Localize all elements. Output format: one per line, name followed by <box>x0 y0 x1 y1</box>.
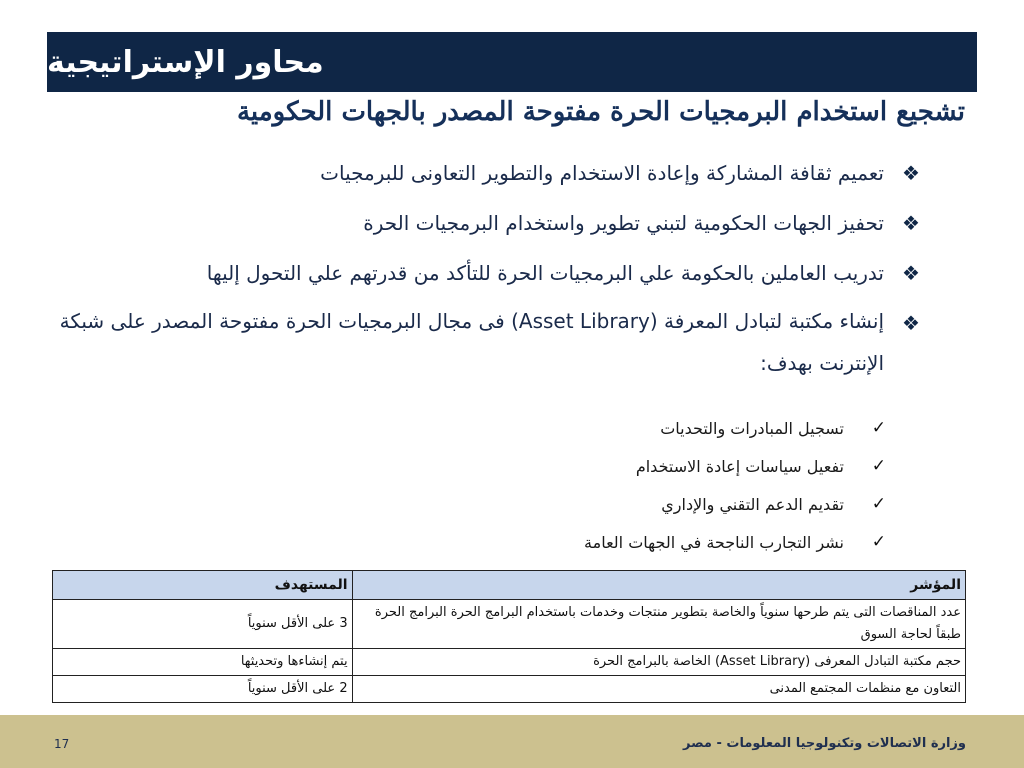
footer-bar <box>0 715 1024 768</box>
page-number: 17 <box>54 737 70 751</box>
target-cell: 3 على الأقل سنوياً <box>53 600 353 649</box>
bullet-text: تحفيز الجهات الحكومية لتبني تطوير واستخدام البرمجيات الحرة <box>363 211 884 235</box>
check-text: تقديم الدعم التقني والإداري <box>661 494 844 514</box>
check-mark-icon: ✓ <box>871 456 886 476</box>
check-item <box>420 485 886 523</box>
check-item <box>420 409 886 447</box>
check-list <box>420 409 886 561</box>
check-mark-icon: ✓ <box>871 494 886 514</box>
ministry-name: وزارة الاتصالات وتكنولوجيا المعلومات - مصر <box>682 736 966 751</box>
bullet-item <box>36 250 924 296</box>
bullet-item <box>36 300 924 384</box>
check-text: تفعيل سياسات إعادة الاستخدام <box>635 456 844 476</box>
section-subtitle: تشجيع استخدام البرمجيات الحرة مفتوحة المصدر بالجهات الحكومية <box>236 97 965 127</box>
check-text: نشر التجارب الناجحة في الجهات العامة <box>584 532 844 552</box>
table-row <box>53 600 966 649</box>
indicator-cell: حجم مكتبة التبادل المعرفى (Asset Library) الخاصة بالبرامج الحرة <box>352 649 965 676</box>
indicator-cell: التعاون مع منظمات المجتمع المدنى <box>352 676 965 703</box>
four-diamonds-icon: ❖ <box>902 261 920 285</box>
check-text: تسجيل المبادرات والتحديات <box>660 418 844 438</box>
bullet-item <box>36 150 924 196</box>
target-cell: 2 على الأقل سنوياً <box>53 676 353 703</box>
bullet-item <box>36 200 924 246</box>
slide-title-bar <box>47 32 977 92</box>
bullet-text: إنشاء مكتبة لتبادل المعرفة (Asset Library) فى مجال البرمجيات الحرة مفتوحة المصدر على شبكة الإنترنت بهدف: <box>59 309 884 375</box>
four-diamonds-icon: ❖ <box>902 211 920 235</box>
four-diamonds-icon: ❖ <box>902 311 920 335</box>
table-row <box>53 676 966 703</box>
target-cell: يتم إنشاءها وتحديثها <box>53 649 353 676</box>
table-header-row <box>53 571 966 600</box>
indicator-cell: عدد المناقصات التى يتم طرحها سنوياً والخاصة بتطوير منتجات وخدمات باستخدام البرامج الحرة البرامج الحرة طبقاً لحاجة السوق <box>352 600 965 649</box>
four-diamonds-icon: ❖ <box>902 161 920 185</box>
header-target: المستهدف <box>53 571 353 600</box>
check-mark-icon: ✓ <box>871 532 886 552</box>
bullet-text: تدريب العاملين بالحكومة علي البرمجيات الحرة للتأكد من قدرتهم علي التحول إليها <box>206 261 884 285</box>
check-item <box>420 523 886 561</box>
bullet-text: تعميم ثقافة المشاركة وإعادة الاستخدام والتطوير التعاونى للبرمجيات <box>320 161 884 185</box>
check-mark-icon: ✓ <box>871 418 886 438</box>
slide-title: محاور الإستراتيجية <box>47 44 324 80</box>
header-indicator: المؤشر <box>352 571 965 600</box>
indicators-table <box>52 570 966 703</box>
check-item <box>420 447 886 485</box>
bullet-list <box>36 150 924 388</box>
table-row <box>53 649 966 676</box>
